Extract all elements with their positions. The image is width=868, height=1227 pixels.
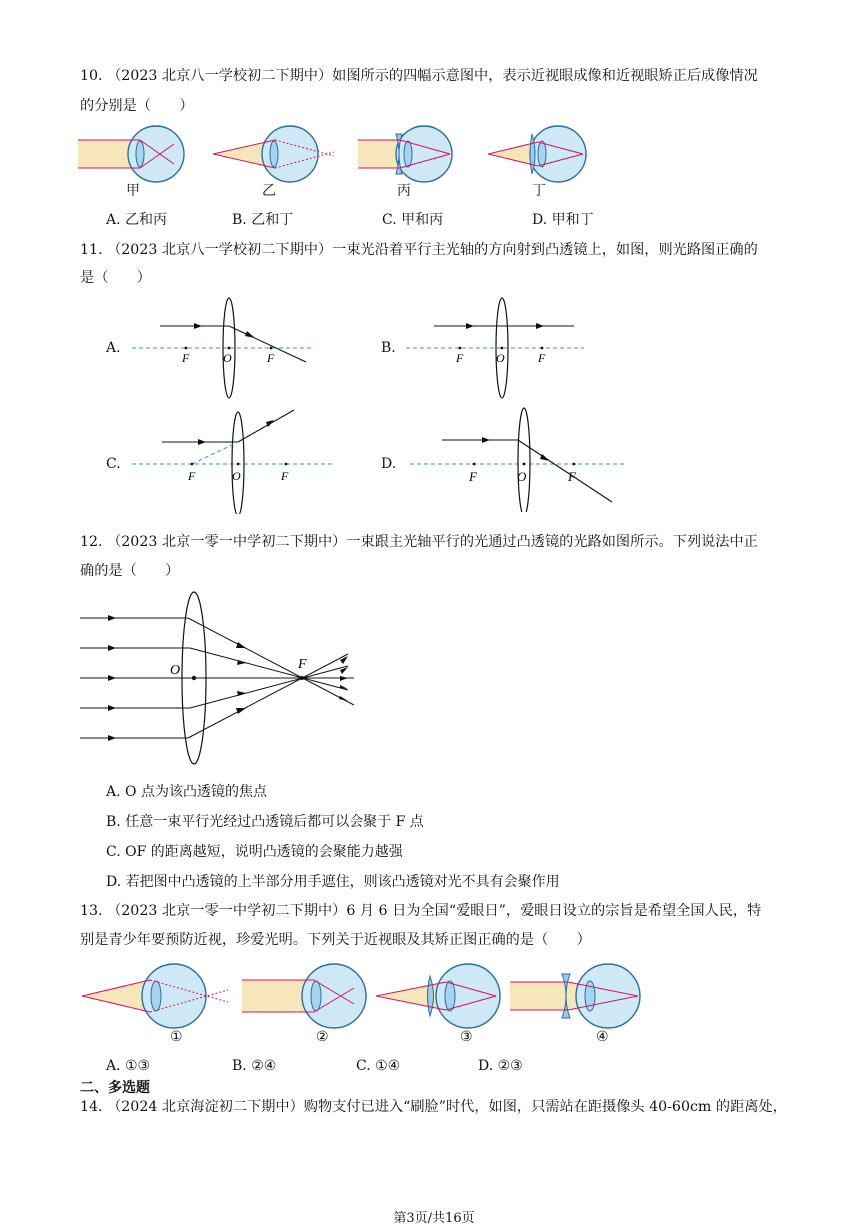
q13-line2: 别是青少年要预防近视，珍爱光明。下列关于近视眼及其矫正图正确的是（ ） — [80, 932, 591, 948]
eye-figure-jia — [78, 126, 184, 182]
fig-label-yi: 乙 — [262, 183, 276, 199]
q13-option-c[interactable]: C. ①④ — [356, 1058, 401, 1074]
section-title: 二、多选题 — [80, 1080, 150, 1096]
q14-line1: 14. （2024 北京海淀初二下期中）购物支付已进入“刷脸”时代，如图，只需站在距摄像头 40-60cm 的距离处， — [80, 1099, 787, 1115]
q11-option-c[interactable]: C. — [106, 456, 121, 472]
q12-option-d[interactable]: D. 若把图中凸透镜的上半部分用手遮住，则该凸透镜对光不具有会聚作用 — [106, 874, 560, 890]
eye-figure-yi — [213, 126, 334, 182]
q10-option-d[interactable]: D. 甲和丁 — [532, 212, 594, 228]
q10-option-b[interactable]: B. 乙和丁 — [232, 212, 294, 228]
focus-label: F — [538, 351, 546, 365]
eye-figure-2 — [242, 964, 366, 1028]
fig-label-1: ① — [170, 1029, 183, 1045]
q10-line1: 10. （2023 北京八一学校初二下期中）如图所示的四幅示意图中，表示近视眼成像和近视眼矫正后成像情况 — [80, 68, 758, 84]
q12-option-a[interactable]: A. O 点为该凸透镜的焦点 — [106, 784, 267, 800]
focus-label: F — [568, 469, 576, 484]
fig-label-jia: 甲 — [126, 183, 140, 199]
q12-line2: 确的是（ ） — [80, 563, 180, 579]
q11-diagram-b — [402, 296, 592, 400]
q11-line2: 是（ ） — [80, 270, 151, 286]
center-label: O — [232, 469, 241, 483]
eye-figure-ding — [488, 126, 586, 182]
page-footer: 第3页/共16页 — [393, 1211, 475, 1226]
center-label: O — [223, 351, 232, 365]
fig-label-bing: 丙 — [397, 183, 411, 199]
q11-diagram-c — [128, 406, 338, 514]
q13-line1: 13. （2023 北京一零一中学初二下期中）6 月 6 日为全国“爱眼日”，爱眼日设立的宗旨是希望全国人民，特 — [80, 903, 762, 919]
q12-option-c[interactable]: C. OF 的距离越短，说明凸透镜的会聚能力越强 — [106, 844, 403, 860]
focus-label: F — [469, 469, 477, 484]
center-label: O — [170, 663, 181, 678]
eye-figure-bing — [358, 126, 452, 182]
fig-label-ding: 丁 — [532, 183, 546, 199]
eye-figure-1 — [82, 964, 228, 1028]
q13-eye-figures — [78, 958, 678, 1034]
q10-eye-figures — [78, 122, 658, 202]
q13-option-d[interactable]: D. ②③ — [478, 1058, 523, 1074]
focus-label: F — [298, 657, 307, 672]
eye-figure-4 — [510, 964, 640, 1028]
q11-option-b[interactable]: B. — [381, 340, 396, 356]
q10-line2: 的分别是（ ） — [80, 98, 194, 114]
center-label: O — [517, 469, 527, 484]
fig-label-4: ④ — [596, 1029, 609, 1045]
center-label: O — [496, 351, 505, 365]
focus-label: F — [188, 469, 196, 483]
q11-diagram-a — [128, 296, 328, 400]
q11-option-a[interactable]: A. — [106, 340, 121, 356]
q10-option-a[interactable]: A. 乙和丙 — [106, 212, 168, 228]
q12-option-b[interactable]: B. 任意一束平行光经过凸透镜后都可以会聚于 F 点 — [106, 814, 424, 830]
q12-line1: 12. （2023 北京一零一中学初二下期中）一束跟主光轴平行的光通过凸透镜的光路如图所示。下列说法中正 — [80, 534, 758, 550]
q12-lens-diagram — [78, 590, 362, 772]
q11-diagram-d — [406, 404, 628, 512]
q11-option-d[interactable]: D. — [381, 456, 397, 472]
focus-label: F — [456, 351, 464, 365]
focus-label: F — [281, 469, 289, 483]
q13-option-b[interactable]: B. ②④ — [232, 1058, 277, 1074]
q13-option-a[interactable]: A. ①③ — [106, 1058, 151, 1074]
q11-line1: 11. （2023 北京八一学校初二下期中）一束光沿着平行主光轴的方向射到凸透镜上，如图，则光路图正确的 — [80, 242, 758, 258]
focus-label: F — [182, 351, 190, 365]
fig-label-3: ③ — [460, 1029, 473, 1045]
focus-label: F — [267, 351, 275, 365]
fig-label-2: ② — [316, 1029, 329, 1045]
q10-option-c[interactable]: C. 甲和丙 — [382, 212, 444, 228]
eye-figure-3 — [376, 964, 500, 1028]
